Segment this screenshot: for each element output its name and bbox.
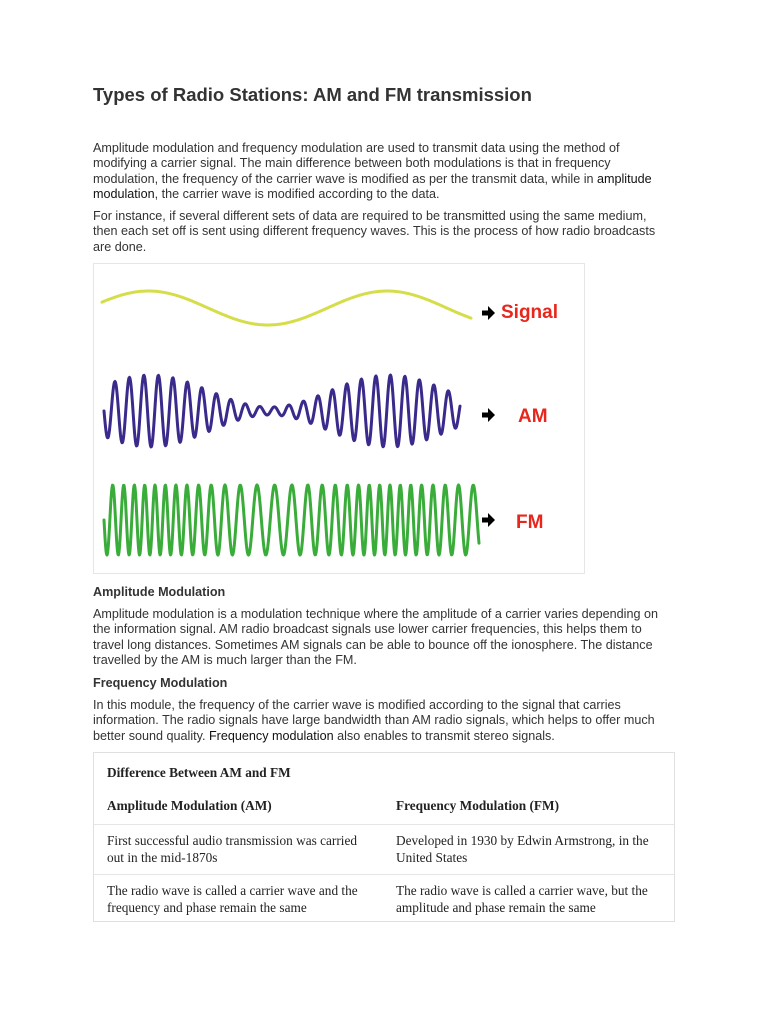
am-heading: Amplitude Modulation [93, 585, 226, 599]
table-cell: Developed in 1930 by Edwin Armstrong, in the United States [396, 833, 649, 865]
fm-paragraph [93, 698, 668, 744]
intro-paragraph [93, 141, 668, 202]
right-arrow-icon [482, 306, 495, 320]
table-row [94, 824, 674, 875]
fm-wave [104, 485, 479, 555]
right-arrow-icon [482, 408, 495, 422]
fm-label: FM [516, 512, 544, 533]
table-header-row [94, 797, 674, 827]
fm-text: In this module, the frequency of the carrier wave is modified according to the signal that carries information. The radio signals have large bandwidth than AM radio signals, which helps to offer much better sound quality. [93, 698, 655, 743]
table-cell: The radio wave is called a carrier wave, but the amplitude and phase remain the same [396, 883, 648, 915]
am-fm-wave-diagram [93, 263, 585, 574]
intro-text-end: , the carrier wave is modified according to the data. [154, 186, 440, 201]
broadcast-paragraph: For instance, if several different sets of data are required to be transmitted using the same medium, then each set off is sent using different frequency waves. This is the process of how radio broadcasts are done. [93, 209, 656, 254]
right-arrow-icon [482, 513, 495, 527]
table-row [94, 874, 674, 923]
column-header-am: Amplitude Modulation (AM) [107, 798, 272, 813]
intro-text: Amplitude modulation and frequency modulation are used to transmit data using the method of modifying a carrier signal. The main difference between both modulations is that in frequency modulation, the frequency of the carrier wave is modified as per the transmit data, while in [93, 141, 620, 186]
table-caption: Difference Between AM and FM [107, 765, 291, 780]
am-wave [104, 375, 460, 447]
page-title: Types of Radio Stations: AM and FM transmission [93, 84, 532, 105]
fm-text-end: also enables to transmit stereo signals. [333, 728, 555, 743]
amplitude-modulation-link[interactable]: amplitude modulation [93, 171, 652, 201]
column-header-fm: Frequency Modulation (FM) [396, 798, 559, 813]
table-cell: First successful audio transmission was carried out in the mid-1870s [107, 833, 358, 865]
difference-table [93, 752, 675, 922]
table-cell: The radio wave is called a carrier wave and the frequency and phase remain the same [107, 883, 358, 915]
frequency-modulation-link[interactable]: Frequency modulation [208, 728, 334, 743]
signal-label: Signal [501, 302, 559, 323]
fm-heading: Frequency Modulation [93, 676, 228, 690]
signal-wave [102, 291, 471, 325]
am-paragraph: Amplitude modulation is a modulation technique where the amplitude of a carrier varies depending on the information signal. AM radio broadcast signals use lower carrier frequencies, this helps them to travel long distances. Sometimes AM signals can be able to bounce off the ionosphere. The distance travelled by the AM is much larger than the FM. [93, 607, 658, 667]
am-label: AM [518, 406, 548, 427]
